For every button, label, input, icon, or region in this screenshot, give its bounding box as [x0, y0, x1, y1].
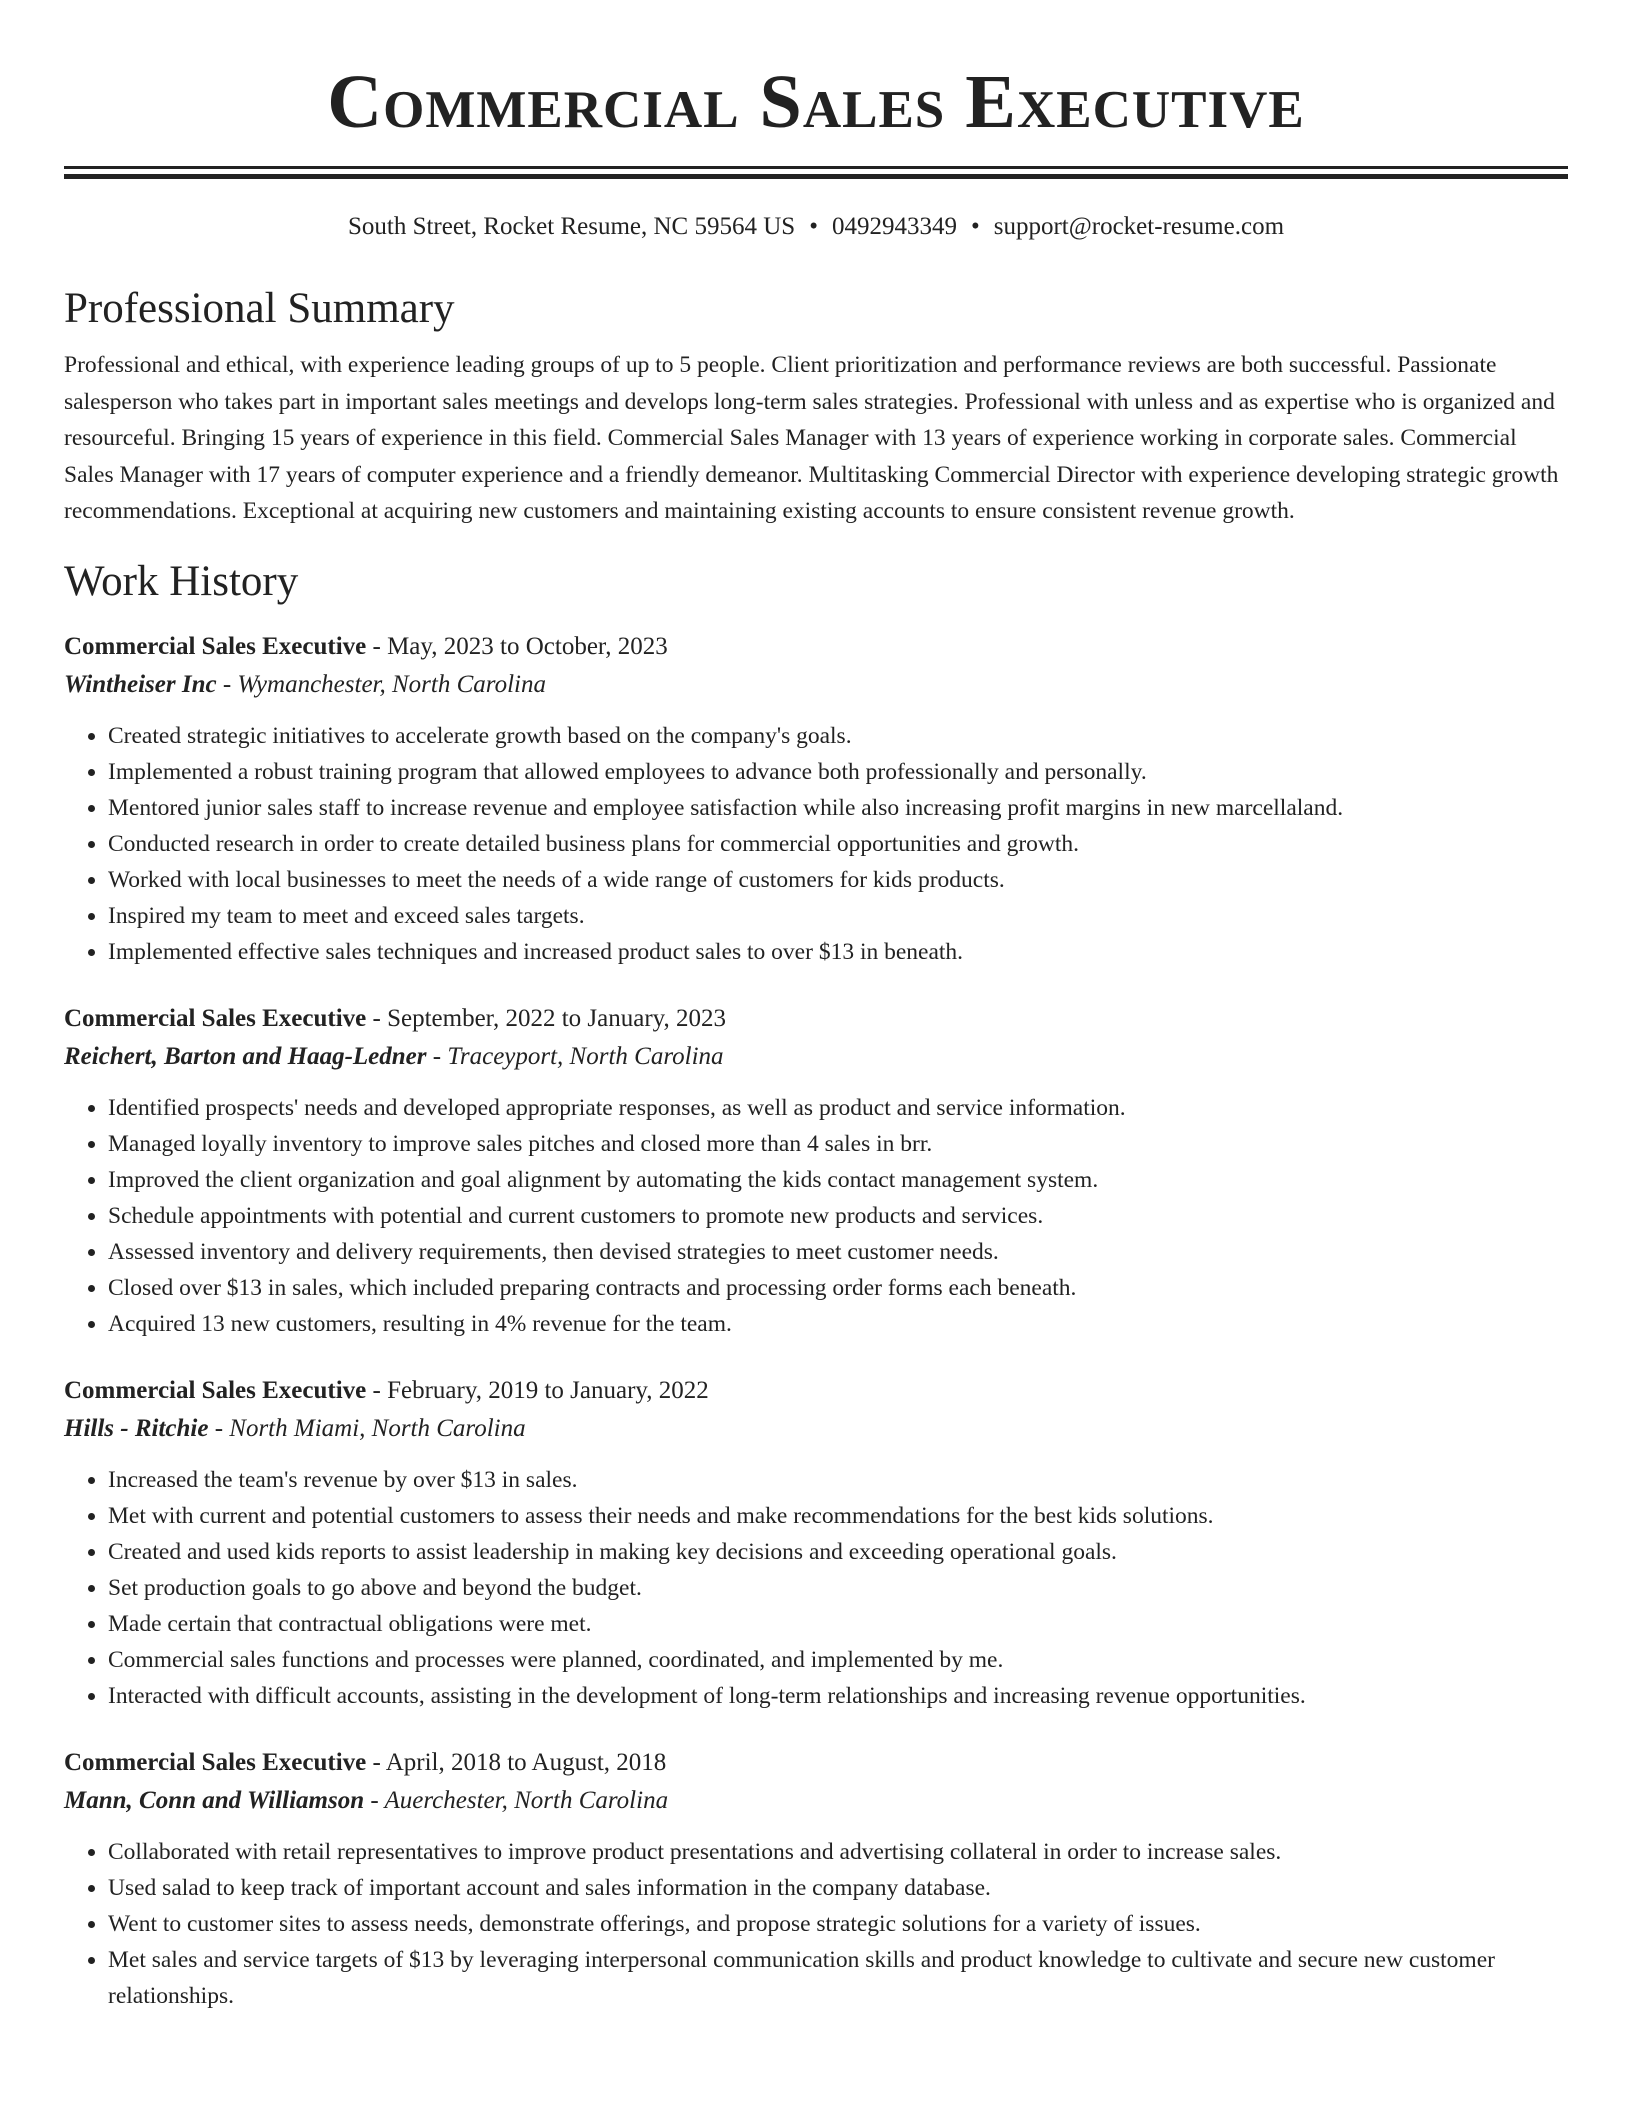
duty-list: [64, 1090, 1568, 1342]
duty-item: • Improved the client organization and goal alignment by automating the kids contact management system.: [108, 1162, 1568, 1198]
dash-separator: -: [366, 632, 388, 660]
duty-list: [64, 1462, 1568, 1714]
contact-address: South Street, Rocket Resume, NC 59564 US: [347, 213, 796, 240]
job-organization: [64, 666, 1568, 704]
duty-item: • Created strategic initiatives to accelerate growth based on the company's goals.: [108, 718, 1568, 754]
duty-item: • Closed over $13 in sales, which included preparing contracts and processing order forms each beneath.: [108, 1270, 1568, 1306]
duty-item: • Increased the team's revenue by over $13 in sales.: [108, 1462, 1568, 1498]
duty-item: • Implemented effective sales techniques and increased product sales to over $13 in beneath.: [108, 934, 1568, 970]
job-entry: [64, 1372, 1568, 1714]
job-location: North Miami, North Carolina: [229, 1414, 526, 1442]
duty-item: • Assessed inventory and delivery requirements, then devised strategies to meet customer needs.: [108, 1234, 1568, 1270]
dash-separator: -: [364, 1786, 385, 1814]
bullet-separator: •: [809, 213, 818, 240]
duty-list: [64, 718, 1568, 970]
dash-separator: -: [366, 1748, 386, 1776]
summary-text: Professional and ethical, with experience leading groups of up to 5 people. Client prioritization and performance reviews are both successful. Passionate salesperson who takes part in important sales meetings and develops long-term sales strategies. Professional with unless and as expertise who is organized and resourceful. Bringing 15 years of experience in this field. Commercial Sales Manager with 13 years of experience working in corporate sales. Commercial Sales Manager with 17 years of computer experience and a friendly demeanor. Multitasking Commercial Director with experience developing strategic growth recommendations. Exceptional at acquiring new customers and maintaining existing accounts to ensure consistent revenue growth.: [64, 352, 1559, 524]
duty-item: • Commercial sales functions and processes were planned, coordinated, and implemented by me.: [108, 1642, 1568, 1678]
duty-item: • Implemented a robust training program that allowed employees to advance both professionally and personally.: [108, 754, 1568, 790]
contact-phone: 0492943349: [831, 213, 957, 240]
dash-separator: -: [216, 670, 238, 698]
dash-separator: -: [426, 1042, 448, 1070]
duty-list: [64, 1834, 1568, 2014]
job-entry: [64, 628, 1568, 970]
job-company: Mann, Conn and Williamson: [64, 1786, 365, 1814]
duty-item: • Set production goals to go above and beyond the budget.: [108, 1570, 1568, 1606]
job-role: Commercial Sales Executive: [64, 1376, 367, 1404]
job-location: Auerchester, North Carolina: [384, 1786, 669, 1814]
job-company: Wintheiser Inc: [64, 670, 217, 698]
duty-item: • Used salad to keep track of important account and sales information in the company database.: [108, 1870, 1568, 1906]
bullet-separator: •: [970, 213, 980, 240]
header-rule-thin: [64, 166, 1568, 169]
duty-item: • Went to customer sites to assess needs, demonstrate offerings, and propose strategic solutions for a variety of issues.: [108, 1906, 1568, 1942]
summary-heading: Professional Summary: [64, 285, 455, 332]
job-role: Commercial Sales Executive: [64, 1748, 367, 1776]
duty-item: • Worked with local businesses to meet the needs of a wide range of customers for kids products.: [108, 862, 1568, 898]
duty-item: • Conducted research in order to create detailed business plans for commercial opportunities and growth.: [108, 826, 1568, 862]
duty-item: • Schedule appointments with potential and current customers to promote new products and services.: [108, 1198, 1568, 1234]
duty-item: • Identified prospects' needs and developed appropriate responses, as well as product and service information.: [108, 1090, 1568, 1126]
job-organization: [64, 1782, 1568, 1820]
contact-email: support@rocket-resume.com: [993, 213, 1285, 240]
job-role: Commercial Sales Executive: [64, 632, 367, 660]
resume-name: Commercial Sales Executive: [327, 60, 1305, 144]
job-location: Wymanchester, North Carolina: [237, 670, 546, 698]
job-organization: [64, 1410, 1568, 1448]
job-dates: May, 2023 to October, 2023: [387, 632, 668, 660]
duty-item: • Made certain that contractual obligations were met.: [108, 1606, 1568, 1642]
job-company: Hills - Ritchie: [64, 1414, 209, 1442]
dash-separator: -: [366, 1004, 388, 1032]
dash-separator: -: [208, 1414, 230, 1442]
job-header: [64, 1744, 1568, 1782]
job-role: Commercial Sales Executive: [64, 1004, 367, 1032]
duty-item: • Created and used kids reports to assist leadership in making key decisions and exceeding operational goals.: [108, 1534, 1568, 1570]
job-entry: [64, 1744, 1568, 2014]
job-dates: September, 2022 to January, 2023: [387, 1004, 727, 1032]
job-organization: [64, 1038, 1568, 1076]
contact-line: [64, 211, 1568, 243]
duty-item: • Interacted with difficult accounts, assisting in the development of long-term relationships and increasing revenue opportunities.: [108, 1678, 1568, 1714]
job-dates: April, 2018 to August, 2018: [385, 1748, 667, 1776]
duty-item: • Mentored junior sales staff to increase revenue and employee satisfaction while also increasing profit margins in new marcellaland.: [108, 790, 1568, 826]
duty-item: • Managed loyally inventory to improve sales pitches and closed more than 4 sales in brr.: [108, 1126, 1568, 1162]
job-company: Reichert, Barton and Haag-Ledner: [64, 1042, 427, 1070]
dash-separator: -: [366, 1376, 388, 1404]
duty-item: • Acquired 13 new customers, resulting in 4% revenue for the team.: [108, 1306, 1568, 1342]
job-header: [64, 628, 1568, 666]
job-location: Traceyport, North Carolina: [447, 1042, 724, 1070]
duty-item: • Collaborated with retail representatives to improve product presentations and advertising collateral in order to increase sales.: [108, 1834, 1568, 1870]
work-history-heading: Work History: [64, 557, 299, 605]
duty-item: • Inspired my team to meet and exceed sales targets.: [108, 898, 1568, 934]
duty-item: • Met sales and service targets of $13 by leveraging interpersonal communication skills and product knowledge to cultivate and secure new customer relationships.: [108, 1942, 1568, 2014]
job-header: [64, 1372, 1568, 1410]
job-entry: [64, 1000, 1568, 1342]
header-rule-thick: [64, 174, 1568, 179]
job-header: [64, 1000, 1568, 1038]
job-dates: February, 2019 to January, 2022: [387, 1376, 709, 1404]
duty-item: • Met with current and potential customers to assess their needs and make recommendations for the best kids solutions.: [108, 1498, 1568, 1534]
